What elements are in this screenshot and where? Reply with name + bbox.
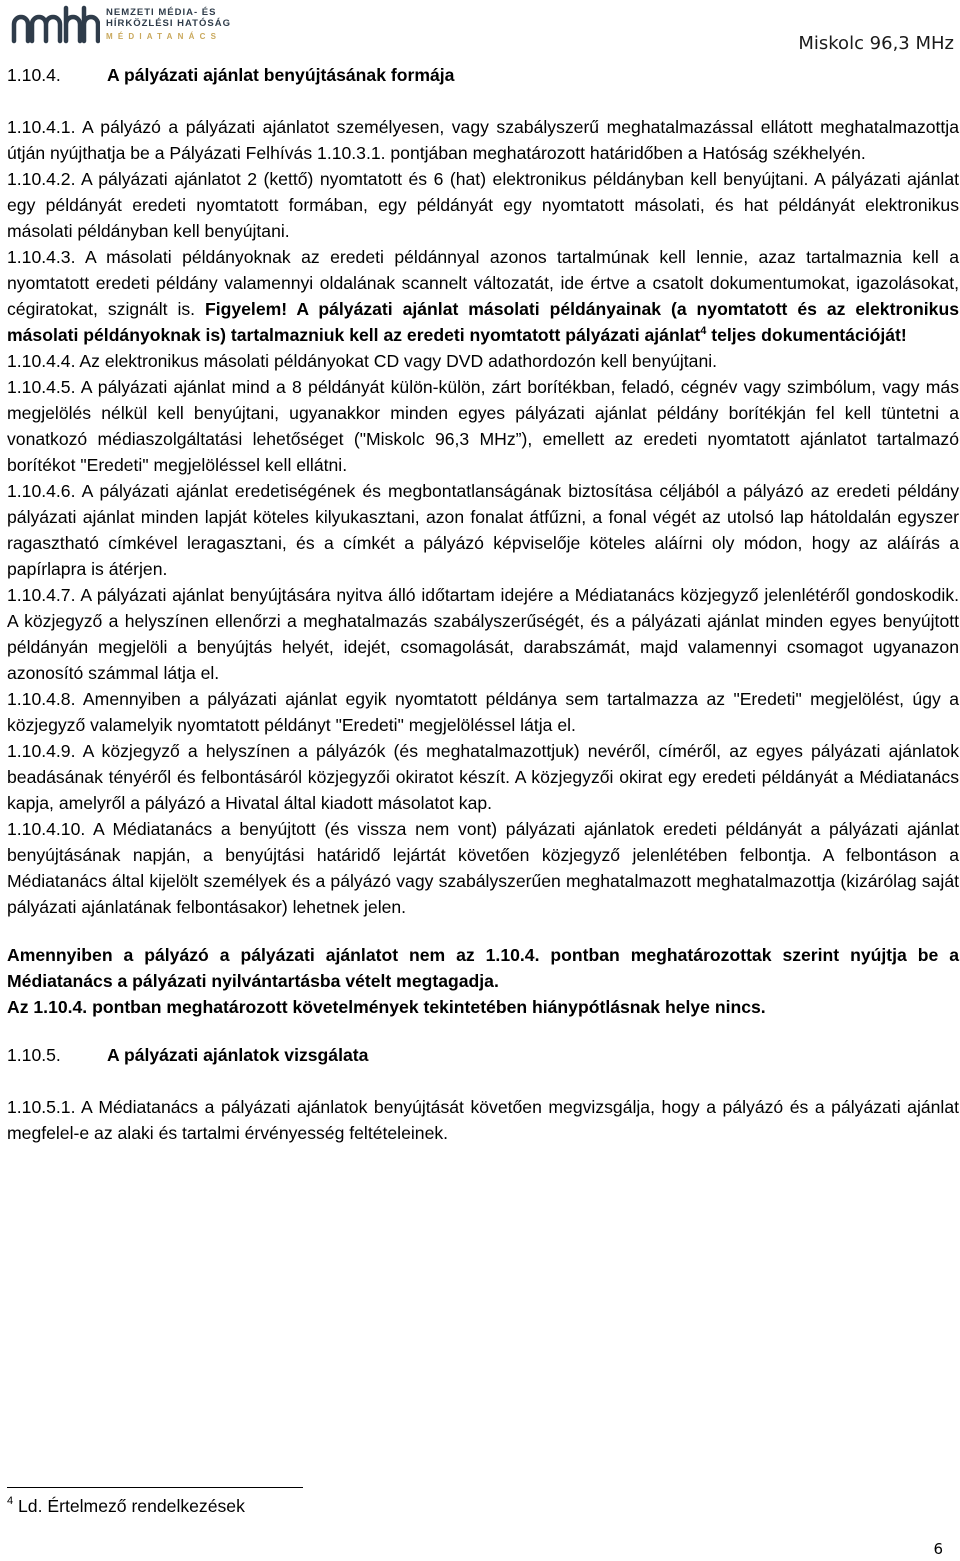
footnote bbox=[7, 1496, 245, 1517]
footnote-ref: 4 bbox=[700, 325, 707, 337]
section-heading-1104 bbox=[7, 62, 959, 88]
paragraph-2: 1.10.4.2. A pályázati ajánlatot 2 (kettő) nyomtatott és 6 (hat) elektronikus példányban kell benyújtani. A pályázati ajánlat egy példányát eredeti nyomtatott formában, egy példányát egy nyomtatott másolati, és hat példányát elektronikus másolati példányban kell benyújtani. bbox=[7, 169, 959, 241]
nmhh-logo-mark-icon bbox=[10, 4, 100, 44]
page-number: 6 bbox=[933, 1540, 943, 1558]
paragraph-1: 1.10.4.1. A pályázó a pályázati ajánlatot személyesen, vagy szabályszerű meghatalmazással ellátott meghatalmazottja útján nyújthatja be a Pályázati Felhívás 1.10.3.1. pontjában meghatározott határidőben a Hatóság székhelyén. bbox=[7, 117, 959, 163]
paragraph-7: 1.10.4.7. A pályázati ajánlat benyújtására nyitva álló időtartam idejére a Médiatanács közjegyző jelenlétéről gondoskodik. A közjegyző a helyszínen ellenőrzi a meghatalmazás szabályszerűségét, és a pályázati ajánlat minden egyes benyújtott példányán megjelöli a benyújtás helyét, idejét, csomagolását, darabszámát, majd valamennyi csomagot ugyanazon azonosító számmal látja el. bbox=[7, 585, 959, 683]
footnote-text: Ld. Értelmező rendelkezések bbox=[13, 1496, 245, 1516]
section-number: 1.10.5. bbox=[7, 1045, 61, 1065]
section-title: A pályázati ajánlat benyújtásának formája bbox=[107, 65, 455, 85]
paragraph-5: 1.10.4.5. A pályázati ajánlat mind a 8 példányát külön-külön, zárt borítékban, feladó, cégnév vagy szimbólum, vagy más megjelölés nélkül kell benyújtani, ugyanakkor minden egyes pályázati ajánlat példány borítékján fel kell tüntetni a vonatkozó médiaszolgáltatási lehetőséget ("Miskolc 96,3 MHz”), emellett az eredeti nyomtatott ajánlatot tartalmazó borítékot "Eredeti" megjelöléssel kell ellátni. bbox=[7, 377, 959, 475]
section-title: A pályázati ajánlatok vizsgálata bbox=[107, 1045, 369, 1065]
logo-text bbox=[106, 7, 231, 29]
paragraph-4: 1.10.4.4. Az elektronikus másolati példányokat CD vagy DVD adathordozón kell benyújtani. bbox=[7, 351, 718, 371]
paragraph-6: 1.10.4.6. A pályázati ajánlat eredetiségének és megbontatlanságának biztosítása céljából a pályázó az eredeti példány pályázati ajánlat minden lapját köteles kilyukasztani, azon fonalat átfűzni, a fonal végét az utolsó lap hátoldalán egyszer ragasztható címkével leragasztani, és a címkét a pályázó képviselője köteles aláírni oly módon, hogy az aláírás a papírlapra is átérjen. bbox=[7, 481, 959, 579]
paragraph-3 bbox=[7, 244, 959, 348]
paragraph-3-warning-end: teljes dokumentációját! bbox=[706, 325, 907, 345]
paragraph-8: 1.10.4.8. Amennyiben a pályázati ajánlat egyik nyomtatott példánya sem tartalmazza az "Eredeti" megjelölést, úgy a közjegyző valamelyik nyomtatott példányt "Eredeti" megjelöléssel látja el. bbox=[7, 689, 959, 735]
station-header: Miskolc 96,3 MHz bbox=[798, 33, 954, 54]
logo-line-2: HÍRKÖZLÉSI HATÓSÁG bbox=[106, 18, 231, 29]
section-number: 1.10.4. bbox=[7, 65, 61, 85]
footnote-divider bbox=[7, 1487, 303, 1488]
document-body bbox=[7, 62, 959, 1146]
bold-notice-1: Amennyiben a pályázó a pályázati ajánlatot nem az 1.10.4. pontban meghatározottak szerint nyújtja be a Médiatanács a pályázati nyilvántartásba vételt megtagadja. bbox=[7, 945, 959, 991]
footnote-mark: 4 bbox=[7, 1495, 14, 1507]
paragraph-11: 1.10.5.1. A Médiatanács a pályázati ajánlatok benyújtását követően megvizsgálja, hogy a pályázó és a pályázati ajánlat megfelel-e az alaki és tartalmi érvényesség feltételeinek. bbox=[7, 1097, 959, 1143]
paragraph-3-warning: Figyelem! A pályázati ajánlat másolati példányainak (a nyomtatott és az elektronikus másolati példányoknak is) tartalmazniuk kell az eredeti nyomtatott pályázati ajánlat bbox=[7, 299, 959, 345]
bold-notice-2: Az 1.10.4. pontban meghatározott követelmények tekintetében hiánypótlásnak helye nincs. bbox=[7, 997, 766, 1017]
paragraph-9: 1.10.4.9. A közjegyző a helyszínen a pályázók (és meghatalmazottjuk) nevéről, címéről, az egyes pályázati ajánlatok beadásának tényéről és felbontásáról közjegyzői okiratot készít. A közjegyzői okirat egy eredeti példányát a Médiatanács kapja, amelyről a pályázó a Hivatal által kiadott másolatot kap. bbox=[7, 741, 959, 813]
logo-line-3: MÉDIATANÁCS bbox=[106, 32, 222, 41]
section-heading-1105 bbox=[7, 1042, 959, 1068]
paragraph-10: 1.10.4.10. A Médiatanács a benyújtott (és vissza nem vont) pályázati ajánlatok eredeti példányát a pályázati ajánlat benyújtásának napján, a benyújtási határidő lejártát követően közjegyző jelenlétében felbontja. A felbontáson a Médiatanács által kijelölt személyek és a pályázó vagy szabályszerűen meghatalmazott meghatalmazottja (kizárólag saját pályázati ajánlatának felbontásakor) lehetnek jelen. bbox=[7, 819, 959, 917]
logo-line-1: NEMZETI MÉDIA- ÉS bbox=[106, 7, 217, 18]
paragraph-3-text: 1.10.4.3. A másolati példányoknak az eredeti példánnyal azonos tartalmúnak kell lennie, azaz tartalmaznia kell a nyomtatott eredeti példány valamennyi oldalának scannelt változatát, ide értve a csatolt dokumentumokat, igazolásokat, cégiratokat, szignált is. bbox=[7, 247, 959, 319]
nmhh-logo bbox=[10, 4, 242, 46]
